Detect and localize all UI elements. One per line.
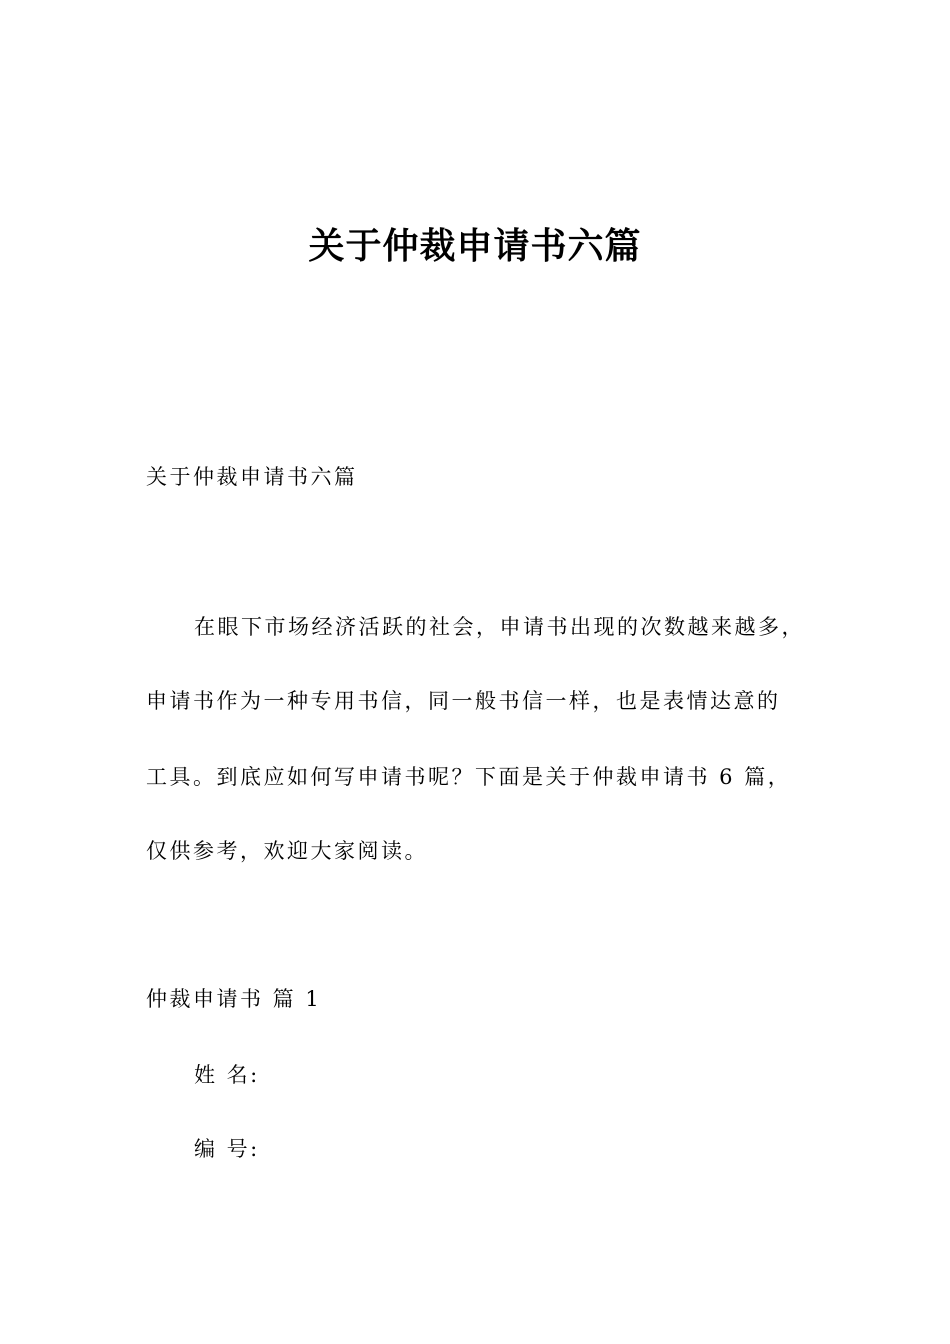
intro-line-1: 在眼下市场经济活跃的社会，申请书出现的次数越来越多， xyxy=(194,615,805,639)
document-subtitle: 关于仲裁申请书六篇 xyxy=(146,465,358,489)
intro-line-4: 仅供参考，欢迎大家阅读。 xyxy=(146,839,428,863)
intro-line-3: 工具。到底应如何写申请书呢？下面是关于仲裁申请书 6 篇， xyxy=(146,765,792,789)
number-field-label: 编 号: xyxy=(194,1137,260,1161)
name-field-label: 姓 名: xyxy=(194,1063,260,1087)
section-heading: 仲裁申请书 篇 1 xyxy=(146,987,322,1011)
intro-line-2: 申请书作为一种专用书信，同一般书信一样，也是表情达意的 xyxy=(146,689,781,713)
document-title: 关于仲裁申请书六篇 xyxy=(308,226,642,267)
